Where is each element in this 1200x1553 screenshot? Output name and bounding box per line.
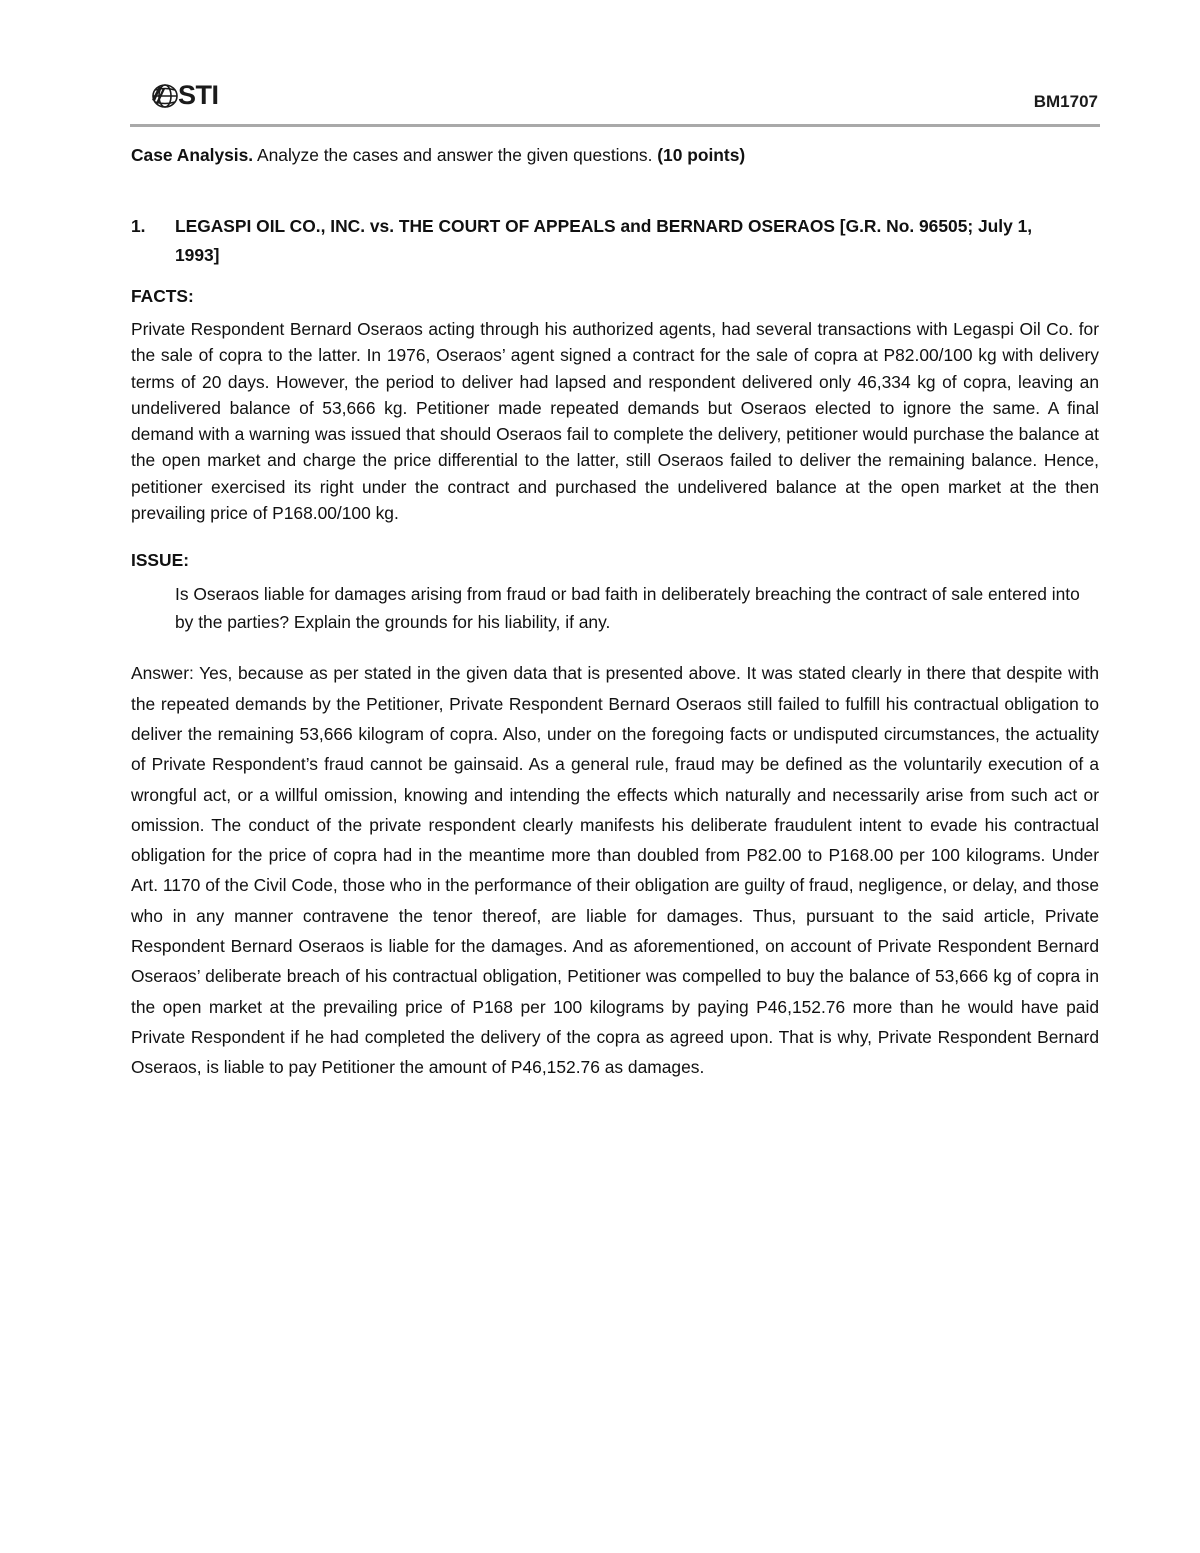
logo-text: STI <box>178 79 219 110</box>
sti-logo <box>150 78 230 112</box>
intro-label: Case Analysis. <box>131 145 254 165</box>
intro-instruction: Analyze the cases and answer the given questions. <box>253 145 658 165</box>
facts-paragraph: Private Respondent Bernard Oseraos acting through his authorized agents, had several transactions with Legaspi Oil Co. for the sale of copra to the latter. In 1976, Oseraos’ agent signed a contract for the sale of copra at P82.00/100 kg with delivery terms of 20 days. However, the period to deliver had lapsed and respondent delivered only 46,334 kg of copra, leaving an undelivered balance of 53,666 kg. Petitioner made repeated demands but Oseraos elected to ignore the same. A final demand with a warning was issued that should Oseraos fail to complete the delivery, petitioner would purchase the balance at the open market and charge the price differential to the latter, still Oseraos failed to deliver the remaining balance. Hence, petitioner exercised its right under the contract and purchased the undelivered balance at the open market at the then prevailing price of P168.00/100 kg. <box>131 319 1099 524</box>
issue-label: ISSUE: <box>131 550 189 571</box>
case-heading <box>131 212 1099 270</box>
intro-line <box>131 140 1099 170</box>
answer-paragraph: Answer: Yes, because as per stated in the given data that is presented above. It was stated clearly in there that despite with the repeated demands by the Petitioner, Private Respondent Bernard Oseraos still failed to fulfill his contractual obligation to deliver the remaining 53,666 kilogram of copra. Also, under on the foregoing facts or undisputed circumstances, the actuality of Private Respondent’s fraud cannot be gainsaid. As a general rule, fraud may be defined as the voluntarily execution of a wrongful act, or a willful omission, knowing and intending the effects which naturally and necessarily arise from such act or omission. The conduct of the private respondent clearly manifests his deliberate fraudulent intent to evade his contractual obligation for the price of copra had in the meantime more than doubled from P82.00 to P168.00 per 100 kilograms. Under Art. 1170 of the Civil Code, those who in the performance of their obligation are guilty of fraud, negligence, or delay, and those who in any manner contravene the tenor thereof, are liable for damages. Thus, pursuant to the said article, Private Respondent Bernard Oseraos is liable for the damages. And as aforementioned, on account of Private Respondent Bernard Oseraos’ deliberate breach of his contractual obligation, Petitioner was compelled to buy the balance of 53,666 kg of copra in the open market at the prevailing price of P168 per 100 kilograms by paying P46,152.76 more than he would have paid Private Respondent if he had completed the delivery of the copra as agreed upon. That is why, Private Respondent Bernard Oseraos, is liable to pay Petitioner the amount of P46,152.76 as damages. <box>131 663 1099 1078</box>
globe-icon <box>150 80 180 110</box>
facts-label: FACTS: <box>131 286 194 306</box>
intro-points: (10 points) <box>657 145 746 165</box>
document-body <box>131 140 1099 1083</box>
document-code: BM1707 <box>1033 92 1098 111</box>
case-number: 1. <box>131 216 146 236</box>
header-divider <box>130 124 1100 127</box>
case-title: LEGASPI OIL CO., INC. vs. THE COURT OF APPEALS and BERNARD OSERAOS [G.R. No. 96505; July 1, 1993] <box>175 216 1033 265</box>
issue-paragraph: Is Oseraos liable for damages arising from fraud or bad faith in deliberately breaching the contract of sale entered into by the parties? Explain the grounds for his liability, if any. <box>175 584 1080 633</box>
